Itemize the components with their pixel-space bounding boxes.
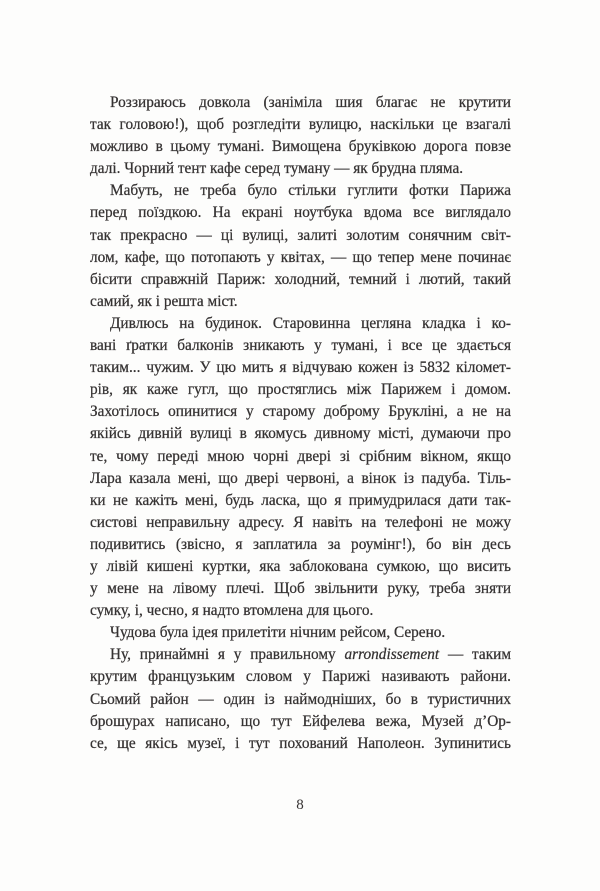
text-line: так головою!), щоб розгледіти вулицю, наскільки це взагалі (90, 116, 511, 134)
text-line: те, чому переді мною чорні двері зі срібним вікном, якщо (90, 447, 511, 465)
paragraph (90, 644, 511, 754)
text-line: подивитись (звісно, я заплатила за роумінг!), бо він десь (90, 535, 511, 553)
paragraph (90, 92, 511, 180)
text-line: так прекрасно — ці вулиці, залиті золотим сонячним світ- (90, 226, 511, 244)
text-line: якійсь дивній вулиці в якомусь дивному місті, думаючи про (90, 425, 511, 443)
text-line: Дивлюсь на будинок. Старовинна цегляна кладка і ко- (110, 314, 511, 332)
text-line: крутим французьким словом у Парижі називають райони. (90, 668, 511, 686)
text-segment: — таким (439, 646, 512, 664)
text-line: брошурах написано, що тут Ейфелева вежа, Музей д’Ор- (90, 712, 511, 730)
paragraph (90, 180, 511, 313)
text-line: у лівій кишені куртки, яка заблокована сумкою, що висить (90, 557, 511, 575)
text-line: лом, кафе, що потопають у квітах, — що тепер мене починає (90, 248, 511, 266)
text-line: Мабуть, не треба було стільки гуглити фотки Парижа (110, 182, 511, 200)
text-segment: Ну, принаймні я у правильному (110, 646, 345, 664)
text-line: ки не кажіть мені, будь ласка, що я примудрилася дати так- (90, 491, 511, 509)
text-line: рів, як каже гугл, що простяглись між Парижем і домом. (90, 381, 511, 399)
text-line: у мене на лівому плечі. Щоб звільнити руку, треба зняти (90, 580, 511, 598)
paragraph (90, 622, 511, 644)
text-line: таким... чужим. У цю мить я відчуваю кожен із 5832 кіломет- (90, 359, 511, 377)
text-line: сумку, і, чесно, я надто втомлена для цього. (90, 602, 374, 620)
text-line: можливо в цьому тумані. Вимощена бруківкою дорога повзе (90, 138, 511, 156)
text-line: перед поїздкою. На екрані ноутбука вдома все виглядало (90, 204, 511, 222)
text-line: самий, як і решта міст. (90, 292, 238, 310)
text-line (90, 644, 511, 666)
text-line: систові неправильну адресу. Я навіть на телефоні не можу (90, 513, 511, 531)
paragraph (90, 313, 511, 622)
text-line: се, ще якісь музеї, і тут похований Наполеон. Зупинитись (90, 734, 511, 752)
text-line: бісити справжній Париж: холодний, темний і лютий, такий (90, 270, 511, 288)
text-line: Захотілось опинитися у старому доброму Брукліні, а не на (90, 403, 511, 421)
text-line: Лара казала мені, що двері червоні, а вінок із падуба. Тіль- (90, 469, 511, 487)
text-line: Чудова була ідея прилетіти нічним рейсом, Серено. (110, 624, 446, 642)
text-line: Сьомий район — один із наймодніших, бо в туристичних (90, 690, 511, 708)
italic-term: arrondissement (344, 646, 440, 664)
text-line: вані ґратки балконів зникають у тумані, і все це здається (90, 337, 511, 355)
text-line: далі. Чорний тент кафе серед туману — як брудна пляма. (90, 160, 464, 178)
page-number: 8 (296, 797, 304, 813)
book-page-text (90, 92, 511, 755)
text-line: Роззираюсь довкола (заніміла шия благає не крутити (110, 94, 511, 111)
